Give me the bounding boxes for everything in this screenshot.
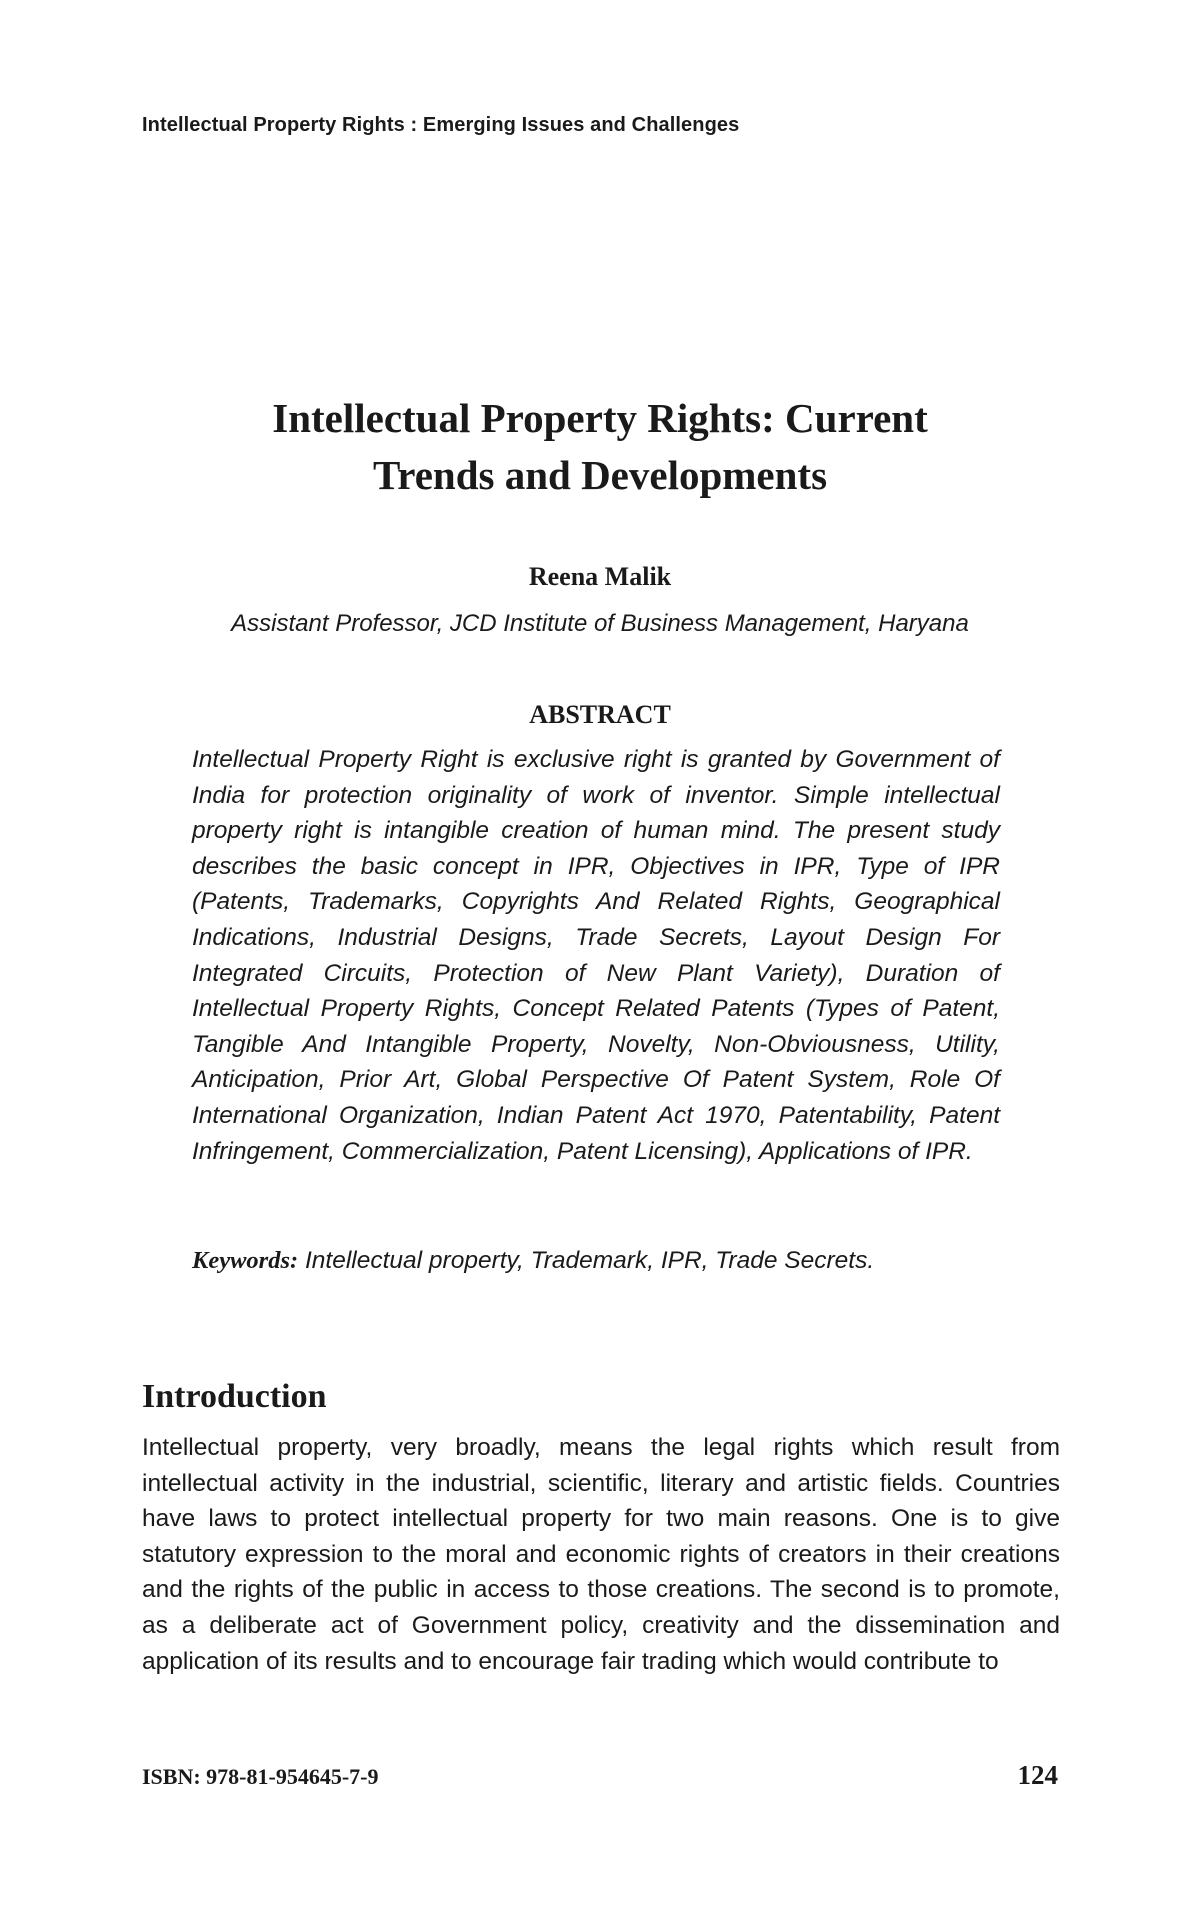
keywords-text: Intellectual property, Trademark, IPR, Trade Secrets. [298, 1247, 875, 1274]
paper-title-line-1: Intellectual Property Rights: Current [272, 395, 928, 441]
section-heading-introduction: Introduction [142, 1378, 327, 1415]
paper-title-line-2: Trends and Developments [372, 452, 828, 498]
keywords-label: Keywords: [192, 1247, 299, 1274]
abstract-heading: ABSTRACT [529, 700, 671, 729]
keywords-paragraph [192, 1243, 1000, 1279]
footer-isbn: ISBN: 978-81-954645-7-9 [142, 1764, 379, 1789]
paper-title [150, 390, 1050, 504]
author-affiliation: Assistant Professor, JCD Institute of Business Management, Haryana [231, 610, 969, 637]
running-header: Intellectual Property Rights : Emerging Issues and Challenges [142, 114, 740, 136]
introduction-body: Intellectual property, very broadly, means the legal rights which result from intellectual activity in the industrial, scientific, literary and artistic fields. Countries have laws to protect intellectual property for two main reasons. One is to give statutory expression to the moral and economic rights of creators in their creations and the rights of the public in access to those creations. The second is to promote, as a deliberate act of Government policy, creativity and the dissemination and application of its results and to encourage fair trading which would contribute to [142, 1434, 1060, 1675]
footer-page-number: 124 [1017, 1760, 1058, 1790]
abstract-body: Intellectual Property Right is exclusive right is granted by Government of India for protection originality of work of inventor. Simple intellectual property right is intangible creation of human mind. The present study describes the basic concept in IPR, Objectives in IPR, Type of IPR (Patents, Trademarks, Copyrights And Related Rights, Geographical Indications, Industrial Designs, Trade Secrets, Layout Design For Integrated Circuits, Protection of New Plant Variety), Duration of Intellectual Property Rights, Concept Related Patents (Types of Patent, Tangible And Intangible Property, Novelty, Non-Obviousness, Utility, Anticipation, Prior Art, Global Perspective Of Patent System, Role Of International Organization, Indian Patent Act 1970, Patentability, Patent Infringement, Commercialization, Patent Licensing), Applications of IPR. [192, 746, 1000, 1165]
author-name: Reena Malik [528, 562, 672, 591]
